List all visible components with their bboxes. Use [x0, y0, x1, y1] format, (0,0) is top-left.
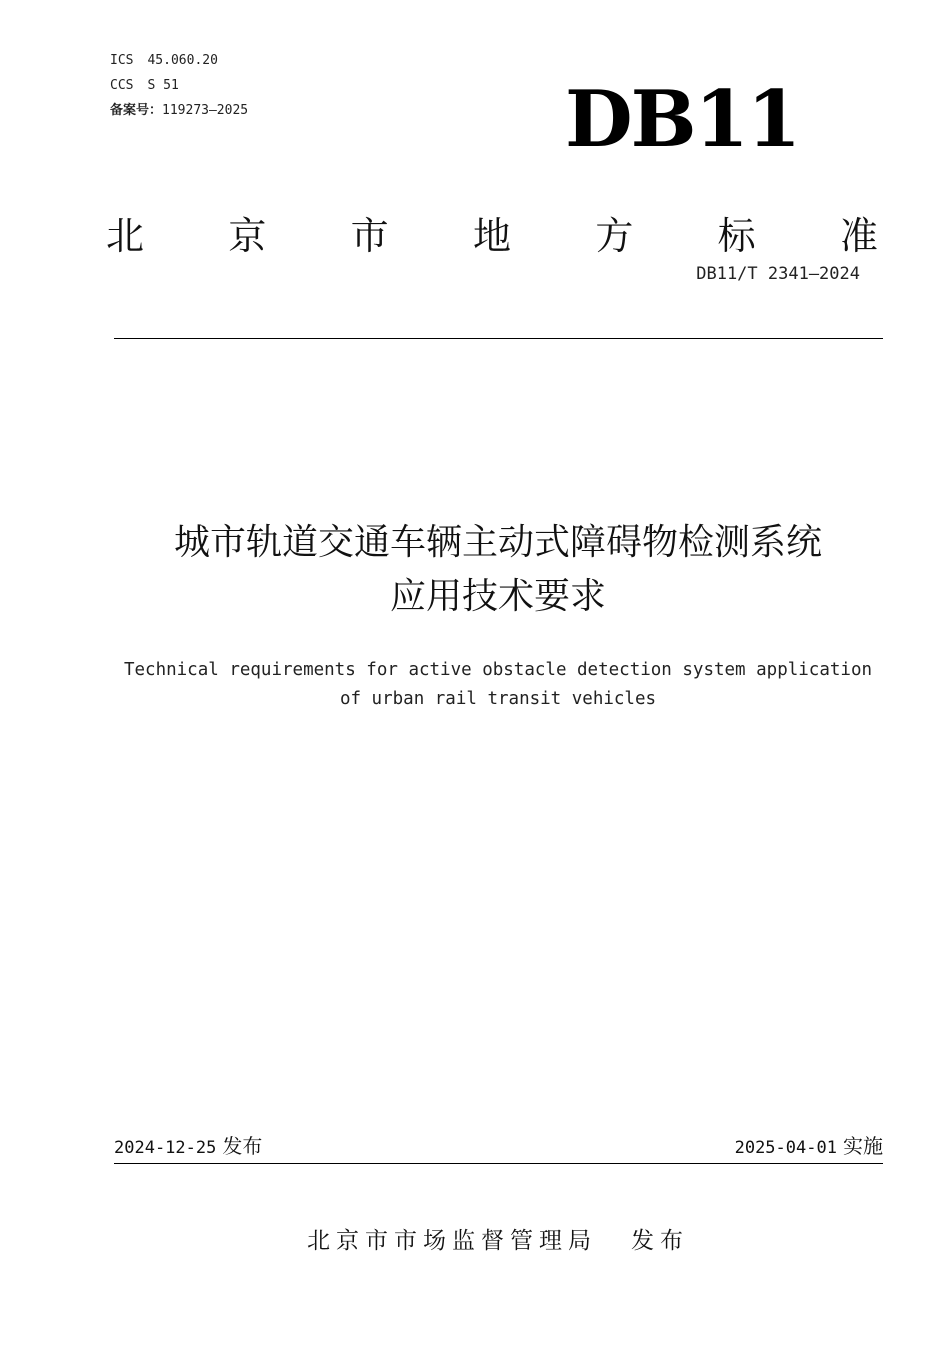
english-title [60, 656, 936, 714]
record-number [110, 98, 248, 123]
ics-code [110, 48, 248, 73]
standard-category [106, 210, 878, 262]
record-value: 119273—2025 [162, 103, 249, 118]
category-char: 方 [595, 214, 634, 258]
standard-number: DB11/T 2341—2024 [696, 264, 860, 284]
publish-date-block [114, 1132, 262, 1162]
document-meta [110, 48, 248, 123]
issuer-line [60, 1224, 936, 1258]
category-char: 标 [717, 214, 756, 258]
ccs-code [110, 73, 248, 98]
bottom-divider [114, 1163, 883, 1164]
english-title-line-2: of urban rail transit vehicles [339, 689, 657, 709]
category-char: 准 [839, 214, 878, 258]
standard-logo: DB11 [565, 74, 800, 165]
effective-word: 实施 [843, 1134, 883, 1158]
category-char: 京 [228, 214, 267, 258]
category-char: 地 [472, 214, 511, 258]
english-title-line-1: Technical requirements for active obstacle detection system application [123, 660, 873, 680]
chinese-title [60, 516, 936, 624]
chinese-title-line-1: 城市轨道交通车辆主动式障碍物检测系统 [173, 522, 822, 563]
ccs-value: S 51 [147, 78, 179, 93]
publish-word: 发布 [222, 1134, 263, 1158]
ccs-label: CCS [110, 78, 134, 93]
ics-value: 45.060.20 [147, 53, 218, 68]
chinese-title-line-2: 应用技术要求 [389, 576, 606, 617]
publish-date: 2024-12-25 [114, 1138, 217, 1158]
ics-label: ICS [110, 53, 134, 68]
effective-date-block [735, 1132, 883, 1162]
date-row [114, 1132, 883, 1162]
issuer-org: 北京市市场监督管理局 [307, 1228, 597, 1254]
category-char: 市 [350, 214, 389, 258]
top-divider [114, 338, 883, 339]
record-label: 备案号： [110, 103, 163, 118]
category-char: 北 [106, 214, 145, 258]
effective-date: 2025-04-01 [734, 1138, 837, 1158]
issuer-action: 发布 [631, 1228, 689, 1254]
